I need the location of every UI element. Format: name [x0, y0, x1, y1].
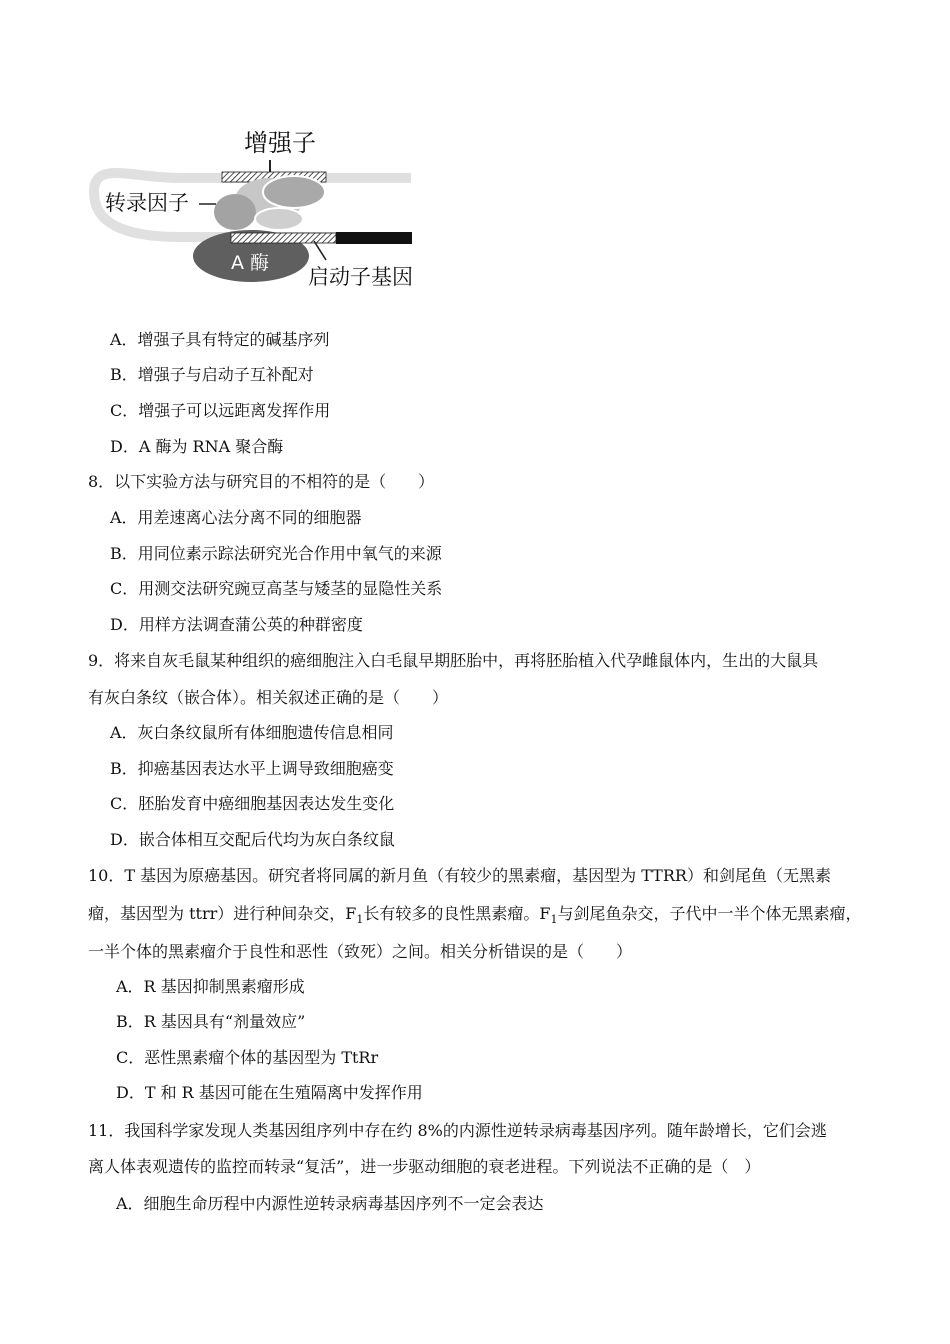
q11-stem-line2: 离人体表观遗传的监控而转录“复活”，进一步驱动细胞的衰老进程。下列说法不正确的是（ ）: [88, 1157, 761, 1176]
q9-stem-line1: 9．将来自灰毛鼠某种组织的癌细胞注入白毛鼠早期胚胎中，再将胚胎植入代孕雌鼠体内，生出的大鼠具: [88, 651, 819, 670]
q8-option-c: C．用测交法研究豌豆高茎与矮茎的显隐性关系: [110, 579, 443, 598]
q7-option-b: B．增强子与启动子互补配对: [110, 365, 314, 384]
promoter-pointer: [314, 241, 326, 260]
q10-option-b: B．R 基因具有“剂量效应”: [116, 1012, 306, 1031]
tf-label: 转录因子: [105, 191, 189, 215]
q8-option-a: A．用差速离心法分离不同的细胞器: [110, 508, 362, 527]
tf-blob-left: [214, 194, 256, 230]
enhancer-diagram: [86, 122, 436, 294]
q10-option-d: D．T 和 R 基因可能在生殖隔离中发挥作用: [116, 1083, 423, 1102]
enhancer-label: 增强子: [244, 129, 316, 157]
q9-option-c: C．胚胎发育中癌细胞基因表达发生变化: [110, 794, 395, 813]
q7-option-d: D．A 酶为 RNA 聚合酶: [110, 437, 284, 456]
q10-stem-line3: 一半个体的黑素瘤介于良性和恶性（致死）之间。相关分析错误的是（ ）: [88, 942, 633, 961]
q10-option-a: A．R 基因抑制黑素瘤形成: [116, 977, 305, 996]
q11-option-a: A．细胞生命历程中内源性逆转录病毒基因序列不一定会表达: [116, 1194, 544, 1213]
q10-f1-subscript: 1: [356, 913, 364, 927]
q10-stem-line2-part3: 与剑尾鱼杂交，子代中一半个体无黑素瘤，: [557, 904, 862, 923]
q10-option-c: C．恶性黑素瘤个体的基因型为 TtRr: [116, 1048, 379, 1067]
q9-option-d: D．嵌合体相互交配后代均为灰白条纹鼠: [110, 830, 395, 849]
q10-stem-line2-part2: 长有较多的良性黑素瘤。F: [363, 904, 551, 923]
q10-stem-line2: [88, 903, 861, 931]
gene-region: [336, 232, 412, 244]
q9-option-b: B．抑癌基因表达水平上调导致细胞癌变: [110, 759, 394, 778]
q8-option-d: D．用样方法调查蒲公英的种群密度: [110, 615, 363, 634]
q9-option-a: A．灰白条纹鼠所有体细胞遗传信息相同: [110, 723, 394, 742]
q7-option-a: A．增强子具有特定的碱基序列: [110, 330, 330, 349]
enhancer-diagram-svg: [86, 122, 436, 294]
q9-stem-line2: 有灰白条纹（嵌合体）。相关叙述正确的是（ ）: [88, 688, 449, 707]
q10-stem-line2-part1: 瘤，基因型为 ttrr）进行种间杂交，F: [88, 904, 357, 923]
a-enzyme-label: A 酶: [231, 252, 270, 274]
promoter-region: [231, 233, 336, 243]
tf-blob-top: [263, 176, 325, 208]
tf-blob-bottom: [255, 208, 303, 230]
promoter-gene-label: 启动子基因: [308, 265, 413, 289]
q10-f1-subscript-2: 1: [550, 913, 558, 927]
q7-option-c: C．增强子可以远距离发挥作用: [110, 401, 331, 420]
q10-stem-line1: 10．T 基因为原癌基因。研究者将同属的新月鱼（有较少的黑素瘤，基因型为 TTRR）和剑尾鱼（无黑素: [88, 866, 831, 885]
q11-stem-line1: 11．我国科学家发现人类基因组序列中存在约 8%的内源性逆转录病毒基因序列。随年龄增长，它们会逃: [88, 1121, 827, 1140]
q8-stem: 8．以下实验方法与研究目的不相符的是（ ）: [88, 472, 435, 491]
q8-option-b: B．用同位素示踪法研究光合作用中氧气的来源: [110, 544, 442, 563]
